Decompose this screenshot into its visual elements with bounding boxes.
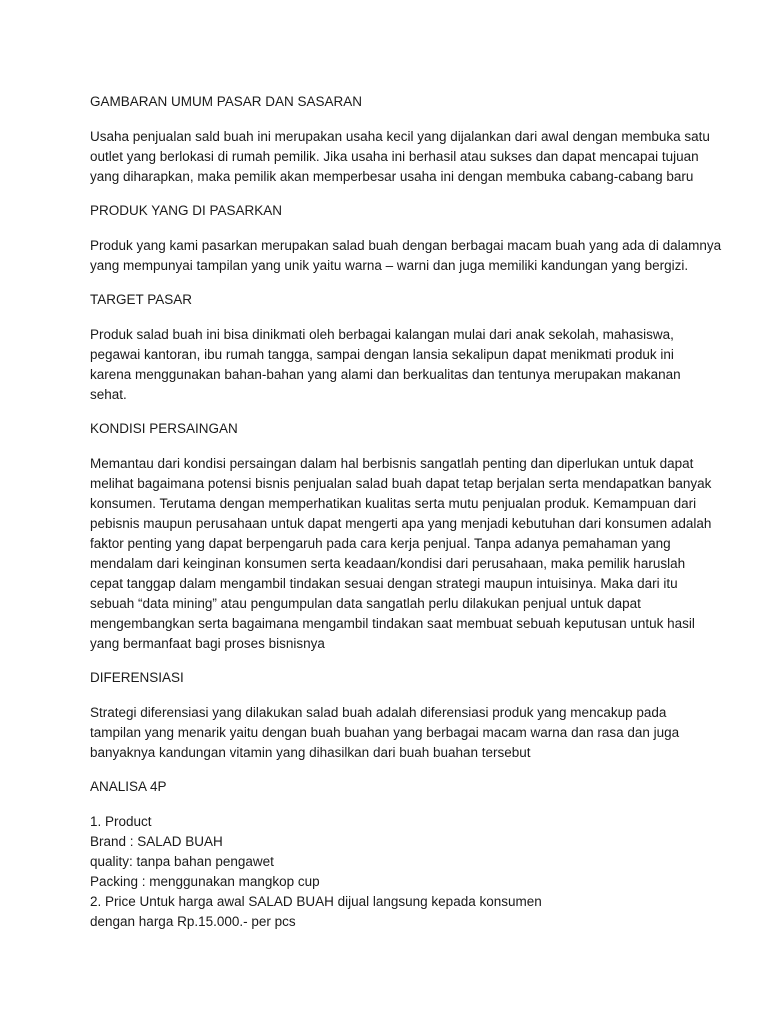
paragraph-line: pegawai kantoran, ibu rumah tangga, sampai dengan lansia sekalipun dapat menikmati produk ini — [90, 347, 674, 362]
section-heading: KONDISI PERSAINGAN — [90, 421, 238, 436]
section-heading: GAMBARAN UMUM PASAR DAN SASARAN — [90, 94, 363, 109]
section-paragraph — [90, 454, 712, 654]
list-item: quality: tanpa bahan pengawet — [90, 854, 274, 869]
analisa-list — [90, 812, 690, 932]
paragraph-line: karena menggunakan bahan-bahan yang alami dan berkualitas dan tentunya merupakan makanan — [90, 367, 681, 382]
section-heading: ANALISA 4P — [90, 779, 167, 794]
list-item: 2. Price Untuk harga awal SALAD BUAH dijual langsung kepada konsumen — [90, 894, 542, 909]
paragraph-line: banyaknya kandungan vitamin yang dihasilkan dari buah buahan tersebut — [90, 745, 531, 760]
section-heading: DIFERENSIASI — [90, 670, 184, 685]
section-paragraph — [90, 236, 722, 276]
paragraph-line: yang bermanfaat bagi proses bisnisnya — [90, 636, 325, 651]
paragraph-line: mengembangkan serta bagaimana mengambil tindakan saat membuat sebuah keputusan untuk hasil — [90, 616, 695, 631]
list-item: 1. Product — [90, 814, 152, 829]
paragraph-line: sebuah “data mining” atau pengumpulan data sangatlah perlu dilakukan penjual untuk dapat — [90, 596, 641, 611]
paragraph-line: Memantau dari kondisi persaingan dalam hal berbisnis sangatlah penting dan diperlukan untuk dapat — [90, 456, 694, 471]
paragraph-line: pebisnis maupun perusahaan untuk dapat mengerti apa yang menjadi kebutuhan dari konsumen adalah — [90, 516, 712, 531]
paragraph-line: tampilan yang menarik yaitu dengan buah buahan yang berbagai macam warna dan rasa dan juga — [90, 725, 680, 740]
paragraph-line: melihat bagaimana potensi bisnis penjualan salad buah dapat tetap berjalan serta mendapatkan banyak — [90, 476, 712, 491]
paragraph-line: Strategi diferensiasi yang dilakukan salad buah adalah diferensiasi produk yang mencakup pada — [90, 705, 667, 720]
paragraph-line: Produk salad buah ini bisa dinikmati oleh berbagai kalangan mulai dari anak sekolah, mahasiswa, — [90, 327, 674, 342]
section-paragraph — [90, 127, 710, 187]
paragraph-line: sehat. — [90, 387, 127, 402]
paragraph-line: Usaha penjualan sald buah ini merupakan usaha kecil yang dijalankan dari awal dengan membuka satu — [90, 129, 710, 144]
paragraph-line: mendalam dari keinginan konsumen serta keadaan/kondisi dari perusahaan, maka pemilik haruslah — [90, 556, 686, 571]
list-item: dengan harga Rp.15.000.- per pcs — [90, 914, 296, 929]
paragraph-line: konsumen. Terutama dengan memperhatikan kualitas serta mutu penjualan produk. Kemampuan dari — [90, 496, 697, 511]
list-item: Packing : menggunakan mangkop cup — [90, 874, 320, 889]
list-item: Brand : SALAD BUAH — [90, 834, 223, 849]
document-page — [90, 92, 722, 932]
section-heading: PRODUK YANG DI PASARKAN — [90, 203, 283, 218]
section-paragraph — [90, 325, 690, 405]
paragraph-line: outlet yang berlokasi di rumah pemilik. Jika usaha ini berhasil atau sukses dan dapat mencapai tujuan — [90, 149, 699, 164]
paragraph-line: yang mempunyai tampilan yang unik yaitu warna – warni dan juga memiliki kandungan yang bergizi. — [90, 258, 689, 273]
paragraph-line: Produk yang kami pasarkan merupakan salad buah dengan berbagai macam buah yang ada di dalamnya — [90, 238, 722, 253]
paragraph-line: cepat tanggap dalam mengambil tindakan sesuai dengan strategi maupun intuisinya. Maka dari itu — [90, 576, 678, 591]
section-paragraph — [90, 703, 690, 763]
paragraph-line: yang diharapkan, maka pemilik akan memperbesar usaha ini dengan membuka cabang-cabang baru — [90, 169, 694, 184]
paragraph-line: faktor penting yang dapat berpengaruh pada cara kerja penjual. Tanpa adanya pemahaman yang — [90, 536, 671, 551]
section-heading: TARGET PASAR — [90, 292, 193, 307]
